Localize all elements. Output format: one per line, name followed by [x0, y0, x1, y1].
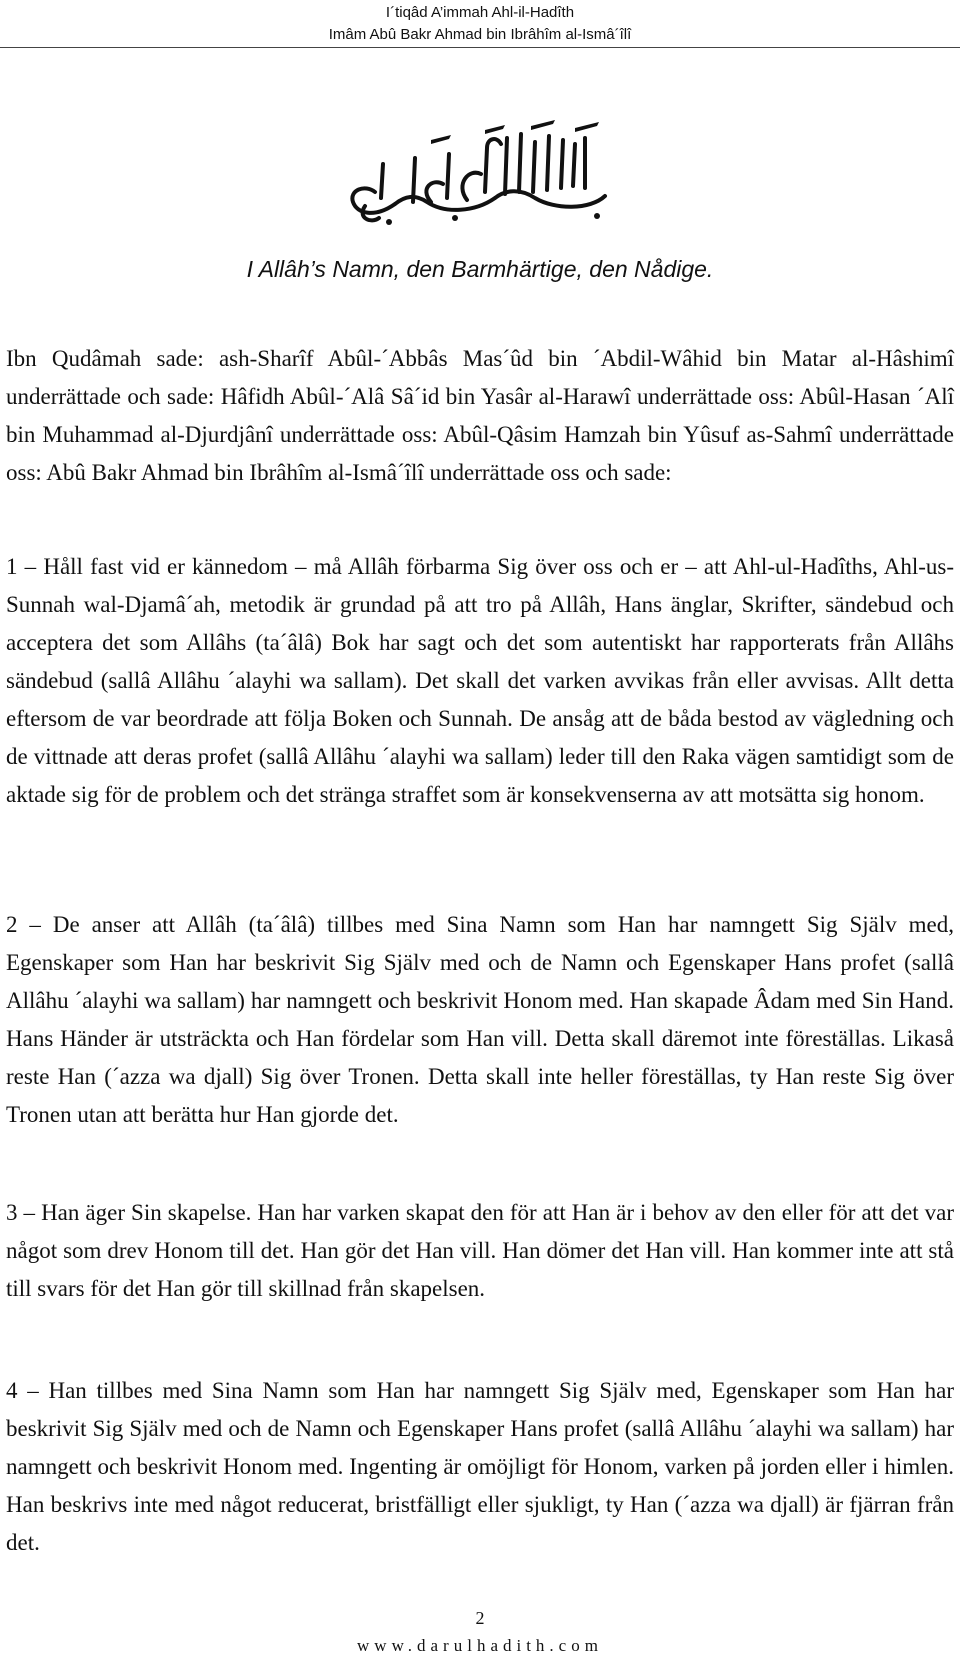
header-divider [0, 47, 960, 48]
paragraph-1 [6, 548, 954, 814]
paragraph-1-text: 1 – Håll fast vid er kännedom – må Allâh förbarma Sig över oss och er – att Ahl-ul-Hadîths, Ahl-us-Sunnah wal-Djamâ´ah, metodik är grundad på att tro på Allâh, Hans änglar, Skrifter, sändebud och acceptera det som Allâhs (ta´âlâ) Bok har sagt och det som autentiskt har rapporterats från Allâhs sändebud (sallâ Allâhu ´alayhi wa sallam). Det skall det varken avvikas från eller avvisas. Allt detta eftersom de var beordrade att följa Boken och Sunnah. De ansåg att de båda bestod av vägledning och de vittnade att deras profet (sallâ Allâhu ´alayhi wa sallam) leder till den Raka vägen samtidigt som de aktade sig för de problem och det stränga straffet som är konsekvenserna av att motsätta sig honom. [6, 554, 954, 807]
paragraph-3-text: 3 – Han äger Sin skapelse. Han har varken skapat den för att Han är i behov av den eller för att det var något som drev Honom till det. Han gör det Han vill. Han dömer det Han vill. Han kommer inte att stå till svars för det Han gör till skillnad från skapelsen. [6, 1200, 954, 1301]
intro-paragraph [6, 340, 954, 492]
paragraph-3 [6, 1194, 954, 1308]
paragraph-4 [6, 1372, 954, 1562]
paragraph-2 [6, 906, 954, 1134]
intro-text: Ibn Qudâmah sade: ash-Sharîf Abûl-´Abbâs Mas´ûd bin ´Abdil-Wâhid bin Matar al-Hâshimî underrättade och sade: Hâfidh Abûl-´Alâ Sâ´id bin Yasâr al-Harawî underrättade oss: Abûl-Hasan ´Alî bin Muhammad al-Djurdjânî underrättade oss: Abûl-Qâsim Hamzah bin Yûsuf as-Sahmî underrättade oss: Abû Bakr Ahmad bin Ibrâhîm al-Ismâ´îlî underrättade oss och sade: [6, 346, 954, 485]
paragraph-4-text: 4 – Han tillbes med Sina Namn som Han har namngett Sig Själv med, Egenskaper som Han har beskrivit Sig Själv med och de Namn och Egenskaper Hans profet (sallâ Allâhu ´alayhi wa sallam) har namngett och beskrivit Honom med. Ingenting är omöjligt för Honom, varken på jorden eller i himlen. Han beskrivs inte med något reducerat, bristfälligt eller sjukligt, ty Han (´azza wa djall) är fjärran från det. [6, 1378, 954, 1555]
page-header [0, 2, 960, 46]
basmala-translation: I Allâh’s Namn, den Barmhärtige, den Nådige. [246, 256, 714, 282]
paragraph-2-text: 2 – De anser att Allâh (ta´âlâ) tillbes med Sina Namn som Han har namngett Sig Själv med, Egenskaper som Han har beskrivit Sig Själv med och de Namn och Egenskaper Hans profet (sallâ Allâhu ´alayhi wa sallam) har namngett och beskrivit Honom med. Han skapade Âdam med Sin Hand. Hans Händer är utsträckta och Han fördelar som Han vill. Detta skall däremot inte föreställas. Likaså reste Han (´azza wa djall) Sig över Tronen. Detta skall inte heller föreställas, ty Han reste Sig över Tronen utan att berätta hur Han gjorde det. [6, 912, 954, 1127]
header-title: I´tiqâd A’immah Ahl-il-Hadîth [385, 4, 575, 21]
basmala-calligraphy [335, 118, 625, 228]
header-author: Imâm Abû Bakr Ahmad bin Ibrâhîm al-Ismâ´îlî [328, 26, 632, 43]
page-number: 2 [475, 1608, 485, 1628]
website-link[interactable]: www.darulhadith.com [357, 1636, 603, 1655]
